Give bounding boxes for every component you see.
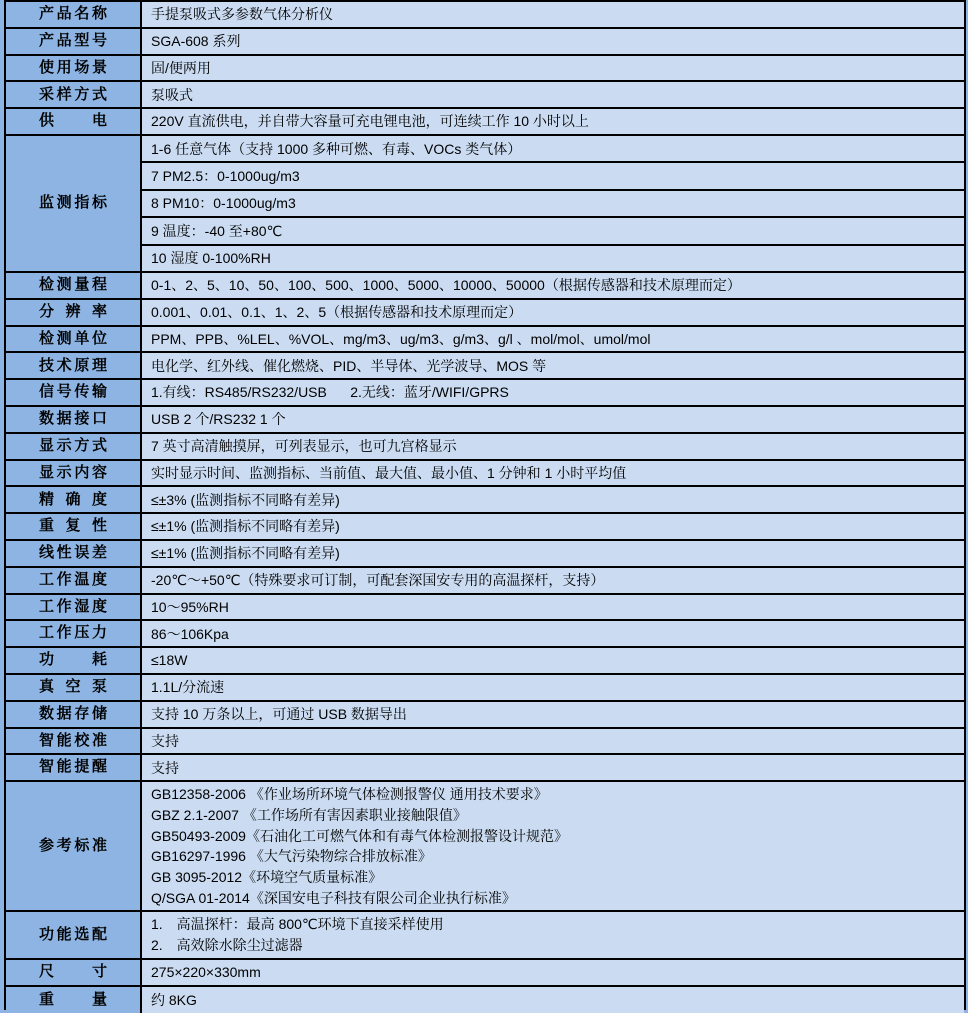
row-value-area [142,755,964,780]
row-label: 分辨率 [39,302,107,320]
row-subvalue: 8 PM10：0-1000ug/m3 [142,191,964,218]
row-value-area [142,109,964,134]
row-label-cell [6,514,142,539]
row-value-line: GB50493-2009《石油化工可燃气体和有毒气体检测报警设计规范》 [151,827,568,844]
row-value: ≤±3% (监测指标不同略有差异) [151,491,340,508]
row-value-line: Q/SGA 01-2014《深国安电子科技有限公司企业执行标准》 [151,889,516,906]
row-value-area [142,434,964,459]
row-value: 0-1、2、5、10、50、100、500、1000、5000、10000、50000（根据传感器和技术原理而定） [151,277,741,294]
table-row [6,461,964,488]
table-row [6,541,964,568]
table-row [6,56,964,83]
row-value-area [142,621,964,646]
table-row [6,595,964,622]
row-value: 实时显示时间、监测指标、当前值、最大值、最小值、1 分钟和 1 小时平均值 [151,464,627,481]
row-subvalue: 10 湿度 0-100%RH [151,250,271,267]
row-label: 信号传输 [39,383,107,401]
row-label-cell [6,353,142,378]
table-row [6,29,964,56]
row-value-area [142,82,964,107]
table-row [6,729,964,756]
table-row [6,912,964,959]
row-label: 技术原理 [39,356,107,374]
table-row [6,434,964,461]
row-value: 电化学、红外线、催化燃烧、PID、半导体、光学波导、MOS 等 [151,357,547,374]
table-row [6,2,964,29]
row-value-area [142,541,964,566]
row-value-line: 1. 高温探杆：最高 800℃环境下直接采样使用 [151,916,444,933]
row-label: 产品型号 [39,31,107,49]
table-row [6,702,964,729]
row-value-area [142,136,964,271]
row-label: 工作压力 [39,624,107,642]
table-row [6,648,964,675]
row-value-area [142,729,964,754]
row-label-cell [6,987,142,1013]
row-label-cell [6,300,142,325]
row-label: 监测指标 [39,194,107,212]
row-value-area [142,380,964,405]
row-label: 功能选配 [39,925,107,943]
table-row [6,407,964,434]
row-value-area [142,960,964,985]
table-row [6,487,964,514]
row-value: 1.有线：RS485/RS232/USB 2.无线：蓝牙/WIFI/GPRS [151,384,509,401]
row-value-area [142,327,964,352]
row-label: 使用场景 [39,58,107,76]
row-value: -20℃～+50℃（特殊要求可订制，可配套深国安专用的高温探杆，支持） [151,572,605,589]
row-value-line: GB 3095-2012《环境空气质量标准》 [151,868,383,885]
row-label: 真空泵 [39,678,107,696]
table-row [6,755,964,782]
row-value: 支持 10 万条以上，可通过 USB 数据导出 [151,706,407,723]
row-value-area [142,648,964,673]
row-label-cell [6,327,142,352]
row-label: 显示方式 [39,436,107,454]
row-label: 产品名称 [39,5,107,23]
row-label-cell [6,568,142,593]
row-label-cell [6,702,142,727]
table-row [6,327,964,354]
row-value: 泵吸式 [151,86,193,103]
row-value: 1.1L/分流速 [151,679,225,696]
row-label: 数据存储 [39,704,107,722]
row-value-area [142,2,964,27]
row-value-area [142,702,964,727]
row-label: 重量 [39,990,107,1008]
row-label: 检测量程 [39,276,107,294]
row-subvalue: 9 温度：-40 至+80℃ [142,218,964,245]
table-row [6,987,964,1013]
row-value-area [142,273,964,298]
row-value-line: GB16297-1996 《大气污染物综合排放标准》 [151,848,432,865]
row-value-line: GB12358-2006 《作业场所环境气体检测报警仪 通用技术要求》 [151,786,548,803]
table-row [6,82,964,109]
row-label: 功耗 [39,651,107,669]
row-value-area [142,912,964,957]
table-row [6,380,964,407]
row-label-cell [6,56,142,81]
table-row [6,960,964,987]
row-label: 显示内容 [39,463,107,481]
row-label-cell [6,960,142,985]
table-row [6,273,964,300]
table-row [6,353,964,380]
row-label-cell [6,541,142,566]
row-label-cell [6,136,142,271]
row-value-area [142,461,964,486]
row-value: 约 8KG [151,991,197,1008]
row-label: 工作湿度 [39,597,107,615]
row-label-cell [6,648,142,673]
row-value: ≤18W [151,652,188,669]
table-row [6,782,964,912]
row-label-cell [6,29,142,54]
row-value-line: GBZ 2.1-2007 《工作场所有害因素职业接触限值》 [151,806,467,823]
table-row [6,568,964,595]
row-label: 工作温度 [39,570,107,588]
row-label-cell [6,82,142,107]
row-label: 智能校准 [39,731,107,749]
row-value: 86～106Kpa [151,625,229,642]
row-value-area [142,595,964,620]
table-row [6,514,964,541]
row-value: PPM、PPB、%LEL、%VOL、mg/m3、ug/m3、g/m3、g/l 、mol/mol、umol/mol [151,330,651,347]
row-value: 支持 [151,759,179,776]
row-label: 数据接口 [39,410,107,428]
row-label-cell [6,487,142,512]
row-value: 7 英寸高清触摸屏，可列表显示，也可九宫格显示 [151,438,457,455]
row-value-area [142,300,964,325]
table-row [6,109,964,136]
row-label-cell [6,595,142,620]
row-label-cell [6,273,142,298]
row-label: 精确度 [39,490,107,508]
row-label-cell [6,434,142,459]
row-subvalue: 1-6 任意气体（支持 1000 多种可燃、有毒、VOCs 类气体） [142,136,964,163]
row-label: 检测单位 [39,329,107,347]
row-label-cell [6,461,142,486]
row-label: 参考标准 [39,836,107,854]
row-value: 10～95%RH [151,598,229,615]
table-row [6,300,964,327]
row-value: USB 2 个/RS232 1 个 [151,411,286,428]
row-label: 尺寸 [39,962,107,980]
table-row [6,675,964,702]
row-value: 固/便两用 [151,59,211,76]
row-label-cell [6,2,142,27]
row-value-area [142,487,964,512]
row-value-area [142,56,964,81]
table-row [6,136,964,273]
row-label-cell [6,755,142,780]
row-label: 重复性 [39,517,107,535]
row-label-cell [6,782,142,910]
row-label-cell [6,380,142,405]
row-label: 采样方式 [39,85,107,103]
row-value: ≤±1% (监测指标不同略有差异) [151,518,340,535]
row-value: 支持 [151,732,179,749]
row-value-area [142,514,964,539]
spec-table [4,0,966,1010]
row-label-cell [6,109,142,134]
row-label: 线性误差 [39,544,107,562]
row-label: 供电 [39,112,107,130]
row-label-cell [6,407,142,432]
row-value-area [142,29,964,54]
row-label-cell [6,621,142,646]
row-value: 手提泵吸式多参数气体分析仪 [151,6,333,23]
row-value-area [142,407,964,432]
row-value-area [142,782,964,910]
row-label-cell [6,912,142,957]
row-label: 智能提醒 [39,758,107,776]
row-value: 220V 直流供电，并自带大容量可充电锂电池，可连续工作 10 小时以上 [151,113,589,130]
table-row [6,621,964,648]
row-label-cell [6,675,142,700]
row-value-area [142,568,964,593]
row-value: SGA-608 系列 [151,33,241,50]
row-value-area [142,353,964,378]
row-value-line: 2. 高效除水除尘过滤器 [151,937,303,954]
row-value-area [142,675,964,700]
row-value: ≤±1% (监测指标不同略有差异) [151,545,340,562]
row-label-cell [6,729,142,754]
row-value-area [142,987,964,1013]
row-subvalue: 7 PM2.5：0-1000ug/m3 [142,163,964,190]
row-value: 0.001、0.01、0.1、1、2、5（根据传感器和技术原理而定） [151,304,523,321]
row-value: 275×220×330mm [151,964,261,981]
